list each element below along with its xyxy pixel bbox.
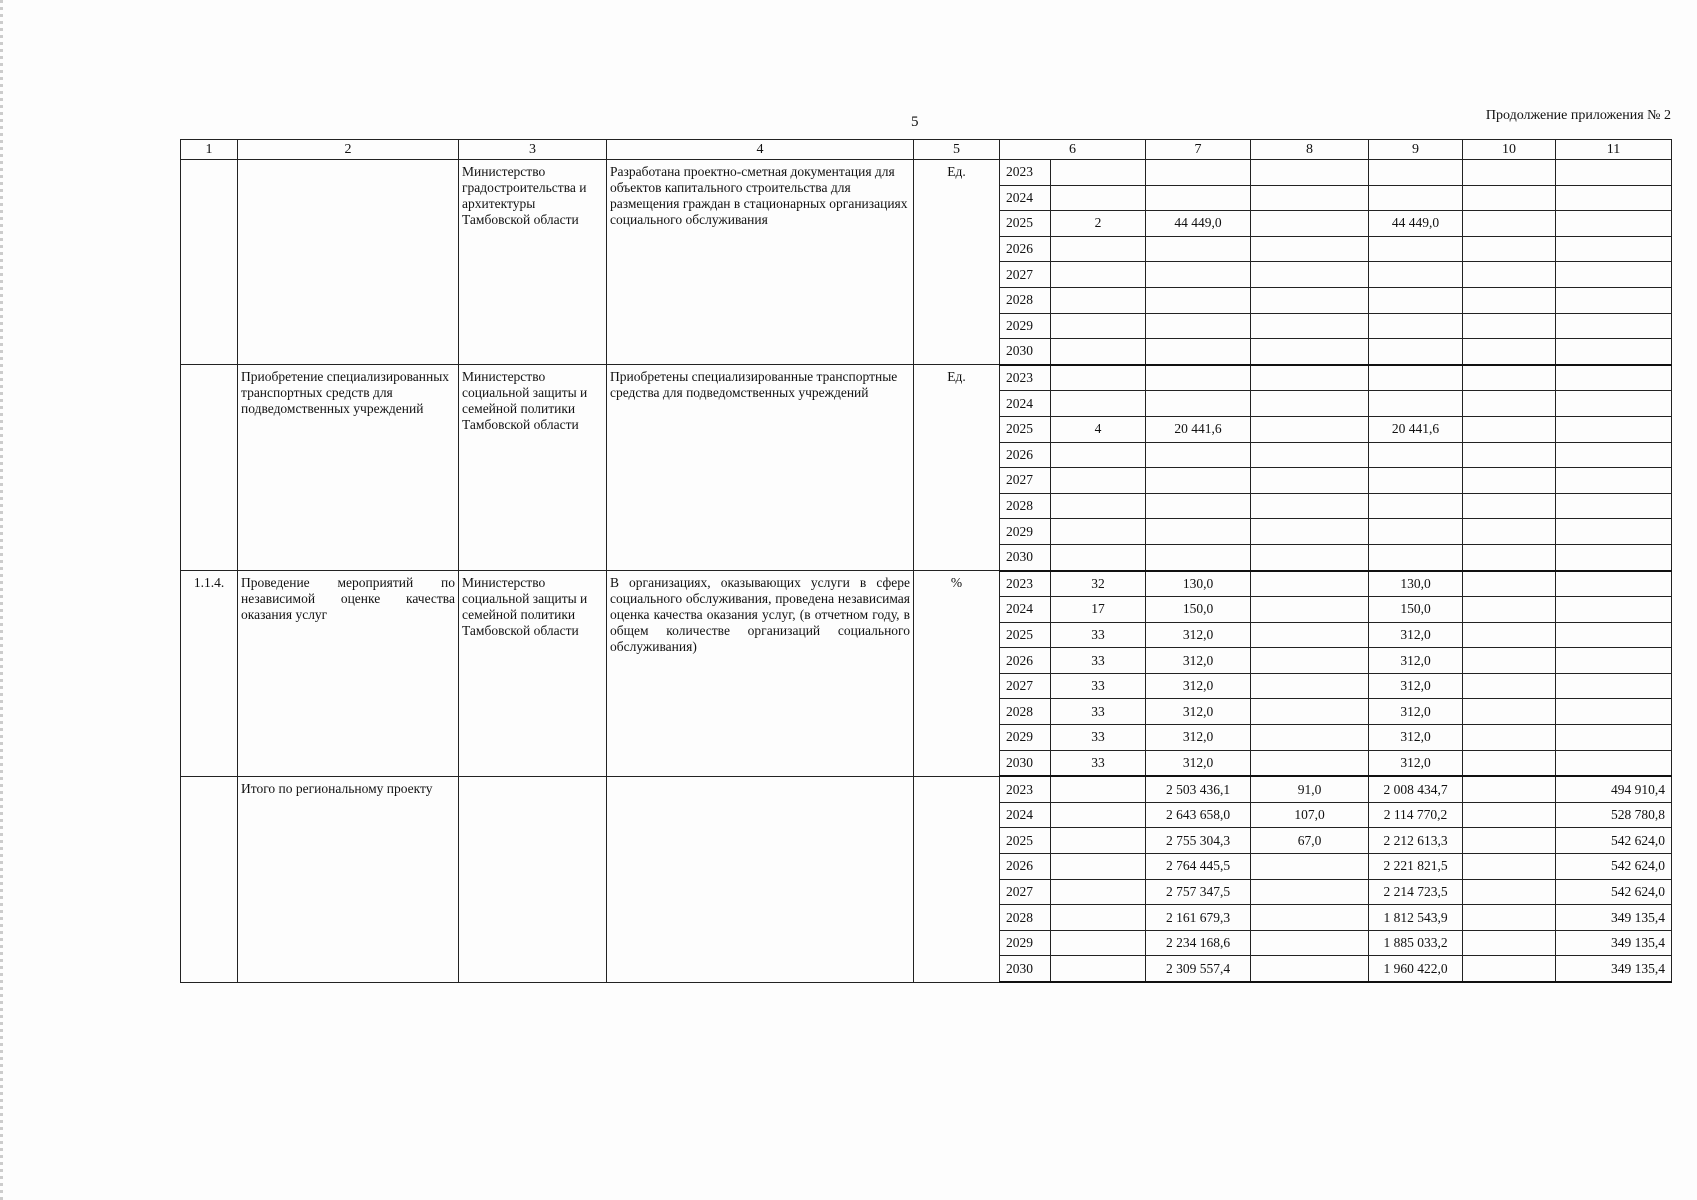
page-number: 5 [911, 114, 919, 130]
value-col-9: 312,0 [1369, 622, 1463, 648]
value-col-7 [1146, 365, 1251, 391]
value-col-9 [1369, 442, 1463, 468]
value-col-9: 150,0 [1369, 597, 1463, 623]
value-col-8 [1251, 879, 1369, 905]
value-col-8 [1251, 339, 1369, 365]
value-col-11: 542 624,0 [1556, 854, 1672, 880]
value-col-8 [1251, 416, 1369, 442]
value-col-10 [1463, 854, 1556, 880]
header-col-10: 10 [1463, 140, 1556, 160]
value-col-7 [1146, 468, 1251, 494]
value-col-7: 2 309 557,4 [1146, 956, 1251, 982]
value-col-10 [1463, 802, 1556, 828]
value-col-8 [1251, 391, 1369, 417]
value-col-9: 44 449,0 [1369, 211, 1463, 237]
appendix-table [180, 139, 1672, 983]
value-col-8 [1251, 236, 1369, 262]
value-col-6 [1051, 339, 1146, 365]
value-col-7 [1146, 339, 1251, 365]
value-col-8 [1251, 313, 1369, 339]
value-col-8 [1251, 699, 1369, 725]
value-col-7: 2 755 304,3 [1146, 828, 1251, 854]
year-cell: 2024 [1000, 391, 1051, 417]
value-col-9 [1369, 160, 1463, 186]
header-col-7: 7 [1146, 140, 1251, 160]
unit-of-measure [914, 776, 1000, 982]
value-col-6: 33 [1051, 673, 1146, 699]
value-col-8 [1251, 622, 1369, 648]
value-col-11 [1556, 160, 1672, 186]
value-col-7: 2 764 445,5 [1146, 854, 1251, 880]
value-col-11 [1556, 339, 1672, 365]
year-cell: 2025 [1000, 416, 1051, 442]
header-col-1: 1 [181, 140, 238, 160]
year-cell: 2027 [1000, 468, 1051, 494]
year-cell: 2025 [1000, 211, 1051, 237]
value-col-11 [1556, 648, 1672, 674]
value-col-6 [1051, 391, 1146, 417]
value-col-9: 2 212 613,3 [1369, 828, 1463, 854]
value-col-10 [1463, 365, 1556, 391]
value-col-11 [1556, 211, 1672, 237]
result-description: В организациях, оказывающих услуги в сфере социального обслуживания, проведена независимая оценка качества оказания услуг, (в отчетном году, в общем количестве организаций социального обслуживания) [607, 571, 914, 777]
header-col-5: 5 [914, 140, 1000, 160]
value-col-11: 349 135,4 [1556, 930, 1672, 956]
year-cell: 2023 [1000, 776, 1051, 802]
value-col-10 [1463, 236, 1556, 262]
value-col-6: 33 [1051, 699, 1146, 725]
value-col-6 [1051, 365, 1146, 391]
value-col-10 [1463, 442, 1556, 468]
value-col-10 [1463, 519, 1556, 545]
value-col-10 [1463, 930, 1556, 956]
value-col-9: 312,0 [1369, 725, 1463, 751]
value-col-11 [1556, 544, 1672, 570]
year-cell: 2025 [1000, 622, 1051, 648]
year-cell: 2024 [1000, 185, 1051, 211]
value-col-6 [1051, 956, 1146, 982]
header-row [181, 140, 1672, 160]
value-col-10 [1463, 160, 1556, 186]
value-col-11: 349 135,4 [1556, 956, 1672, 982]
value-col-9 [1369, 519, 1463, 545]
value-col-11 [1556, 313, 1672, 339]
year-cell: 2030 [1000, 544, 1051, 570]
header-col-2: 2 [238, 140, 459, 160]
year-cell: 2023 [1000, 365, 1051, 391]
year-cell: 2028 [1000, 905, 1051, 931]
header-col-8: 8 [1251, 140, 1369, 160]
value-col-6 [1051, 236, 1146, 262]
value-col-9: 2 114 770,2 [1369, 802, 1463, 828]
value-col-9 [1369, 468, 1463, 494]
header-col-6: 6 [1000, 140, 1146, 160]
value-col-7: 44 449,0 [1146, 211, 1251, 237]
value-col-6: 32 [1051, 571, 1146, 597]
value-col-10 [1463, 648, 1556, 674]
value-col-9: 312,0 [1369, 699, 1463, 725]
value-col-11 [1556, 365, 1672, 391]
value-col-6 [1051, 854, 1146, 880]
value-col-8 [1251, 930, 1369, 956]
value-col-10 [1463, 313, 1556, 339]
value-col-8 [1251, 442, 1369, 468]
value-col-6: 33 [1051, 622, 1146, 648]
value-col-9: 312,0 [1369, 648, 1463, 674]
header-col-4: 4 [607, 140, 914, 160]
value-col-8 [1251, 854, 1369, 880]
year-cell: 2024 [1000, 802, 1051, 828]
value-col-8 [1251, 468, 1369, 494]
year-cell: 2026 [1000, 854, 1051, 880]
continuation-label: Продолжение приложения № 2 [1485, 108, 1671, 123]
header-col-9: 9 [1369, 140, 1463, 160]
value-col-7: 312,0 [1146, 622, 1251, 648]
value-col-9: 312,0 [1369, 750, 1463, 776]
year-cell: 2027 [1000, 879, 1051, 905]
value-col-9 [1369, 365, 1463, 391]
value-col-10 [1463, 828, 1556, 854]
year-cell: 2028 [1000, 493, 1051, 519]
value-col-6: 33 [1051, 648, 1146, 674]
value-col-11 [1556, 468, 1672, 494]
value-col-9 [1369, 185, 1463, 211]
value-col-8 [1251, 493, 1369, 519]
measure-code [181, 160, 238, 365]
value-col-6 [1051, 442, 1146, 468]
value-col-9 [1369, 339, 1463, 365]
value-col-7 [1146, 313, 1251, 339]
value-col-6: 2 [1051, 211, 1146, 237]
measure-code [181, 776, 238, 982]
value-col-10 [1463, 493, 1556, 519]
value-col-9: 1 812 543,9 [1369, 905, 1463, 931]
year-cell: 2030 [1000, 339, 1051, 365]
value-col-8 [1251, 597, 1369, 623]
responsible-ministry: Министерство социальной защиты и семейной политики Тамбовской области [459, 365, 607, 571]
value-col-11 [1556, 416, 1672, 442]
value-col-11 [1556, 287, 1672, 313]
year-cell: 2025 [1000, 828, 1051, 854]
value-col-9 [1369, 262, 1463, 288]
value-col-8 [1251, 160, 1369, 186]
value-col-9 [1369, 391, 1463, 417]
value-col-7 [1146, 391, 1251, 417]
value-col-10 [1463, 776, 1556, 802]
year-cell: 2023 [1000, 571, 1051, 597]
value-col-10 [1463, 956, 1556, 982]
unit-of-measure: Ед. [914, 160, 1000, 365]
value-col-9: 1 885 033,2 [1369, 930, 1463, 956]
value-col-7 [1146, 262, 1251, 288]
value-col-10 [1463, 468, 1556, 494]
value-col-11 [1556, 571, 1672, 597]
value-col-7: 130,0 [1146, 571, 1251, 597]
value-col-6: 17 [1051, 597, 1146, 623]
value-col-11 [1556, 597, 1672, 623]
year-cell: 2026 [1000, 442, 1051, 468]
value-col-9: 1 960 422,0 [1369, 956, 1463, 982]
value-col-8: 67,0 [1251, 828, 1369, 854]
value-col-7: 312,0 [1146, 673, 1251, 699]
value-col-10 [1463, 262, 1556, 288]
table-row [181, 776, 1672, 802]
value-col-10 [1463, 339, 1556, 365]
measure-code [181, 365, 238, 571]
value-col-9: 2 008 434,7 [1369, 776, 1463, 802]
value-col-6: 33 [1051, 750, 1146, 776]
value-col-11: 542 624,0 [1556, 879, 1672, 905]
value-col-9: 2 214 723,5 [1369, 879, 1463, 905]
value-col-7 [1146, 185, 1251, 211]
value-col-8 [1251, 544, 1369, 570]
year-cell: 2029 [1000, 313, 1051, 339]
year-cell: 2027 [1000, 262, 1051, 288]
scan-edge [0, 0, 3, 1200]
value-col-11: 542 624,0 [1556, 828, 1672, 854]
value-col-10 [1463, 416, 1556, 442]
value-col-11 [1556, 725, 1672, 751]
year-cell: 2030 [1000, 750, 1051, 776]
value-col-7 [1146, 493, 1251, 519]
value-col-7: 312,0 [1146, 699, 1251, 725]
table-row [181, 365, 1672, 391]
value-col-11 [1556, 750, 1672, 776]
value-col-11: 494 910,4 [1556, 776, 1672, 802]
value-col-9 [1369, 493, 1463, 519]
value-col-7: 312,0 [1146, 725, 1251, 751]
unit-of-measure: Ед. [914, 365, 1000, 571]
value-col-11: 528 780,8 [1556, 802, 1672, 828]
year-cell: 2029 [1000, 725, 1051, 751]
value-col-8 [1251, 262, 1369, 288]
year-cell: 2023 [1000, 160, 1051, 186]
value-col-8: 107,0 [1251, 802, 1369, 828]
result-description: Разработана проектно-сметная документация для объектов капитального строительства для размещения граждан в стационарных организациях социального обслуживания [607, 160, 914, 365]
responsible-ministry [459, 776, 607, 982]
value-col-6 [1051, 313, 1146, 339]
measure-name: Проведение мероприятий по независимой оценке качества оказания услуг [238, 571, 459, 777]
value-col-7: 2 757 347,5 [1146, 879, 1251, 905]
value-col-11 [1556, 622, 1672, 648]
value-col-10 [1463, 673, 1556, 699]
value-col-6 [1051, 519, 1146, 545]
value-col-7: 2 503 436,1 [1146, 776, 1251, 802]
value-col-10 [1463, 185, 1556, 211]
value-col-7: 150,0 [1146, 597, 1251, 623]
value-col-7 [1146, 519, 1251, 545]
value-col-11 [1556, 519, 1672, 545]
value-col-9: 2 221 821,5 [1369, 854, 1463, 880]
value-col-6 [1051, 776, 1146, 802]
value-col-7 [1146, 287, 1251, 313]
value-col-8 [1251, 571, 1369, 597]
value-col-11 [1556, 185, 1672, 211]
value-col-8 [1251, 905, 1369, 931]
value-col-8 [1251, 750, 1369, 776]
value-col-9 [1369, 236, 1463, 262]
value-col-10 [1463, 287, 1556, 313]
value-col-11 [1556, 236, 1672, 262]
value-col-8 [1251, 185, 1369, 211]
value-col-6 [1051, 930, 1146, 956]
year-cell: 2028 [1000, 699, 1051, 725]
measure-name: Приобретение специализированных транспортных средств для подведомственных учреждений [238, 365, 459, 571]
year-cell: 2026 [1000, 648, 1051, 674]
value-col-10 [1463, 571, 1556, 597]
value-col-10 [1463, 597, 1556, 623]
value-col-7: 312,0 [1146, 750, 1251, 776]
value-col-6 [1051, 262, 1146, 288]
value-col-10 [1463, 750, 1556, 776]
value-col-10 [1463, 211, 1556, 237]
responsible-ministry: Министерство градостроительства и архитектуры Тамбовской области [459, 160, 607, 365]
table-row [181, 571, 1672, 597]
value-col-8 [1251, 725, 1369, 751]
value-col-11 [1556, 493, 1672, 519]
value-col-10 [1463, 391, 1556, 417]
value-col-6 [1051, 802, 1146, 828]
measure-name [238, 160, 459, 365]
value-col-7 [1146, 544, 1251, 570]
value-col-11: 349 135,4 [1556, 905, 1672, 931]
value-col-8 [1251, 648, 1369, 674]
value-col-11 [1556, 442, 1672, 468]
year-cell: 2029 [1000, 519, 1051, 545]
value-col-10 [1463, 879, 1556, 905]
value-col-9 [1369, 544, 1463, 570]
value-col-7 [1146, 442, 1251, 468]
value-col-9: 20 441,6 [1369, 416, 1463, 442]
value-col-10 [1463, 544, 1556, 570]
value-col-7: 20 441,6 [1146, 416, 1251, 442]
value-col-11 [1556, 391, 1672, 417]
value-col-7 [1146, 160, 1251, 186]
value-col-7: 2 643 658,0 [1146, 802, 1251, 828]
value-col-10 [1463, 622, 1556, 648]
value-col-6: 4 [1051, 416, 1146, 442]
unit-of-measure: % [914, 571, 1000, 777]
value-col-7: 2 234 168,6 [1146, 930, 1251, 956]
value-col-6: 33 [1051, 725, 1146, 751]
value-col-11 [1556, 262, 1672, 288]
value-col-6 [1051, 468, 1146, 494]
year-cell: 2030 [1000, 956, 1051, 982]
value-col-6 [1051, 828, 1146, 854]
responsible-ministry: Министерство социальной защиты и семейной политики Тамбовской области [459, 571, 607, 777]
value-col-9: 130,0 [1369, 571, 1463, 597]
value-col-8 [1251, 673, 1369, 699]
table-row [181, 160, 1672, 186]
value-col-6 [1051, 185, 1146, 211]
header-col-11: 11 [1556, 140, 1672, 160]
value-col-6 [1051, 905, 1146, 931]
year-cell: 2029 [1000, 930, 1051, 956]
value-col-7 [1146, 236, 1251, 262]
value-col-8 [1251, 287, 1369, 313]
value-col-6 [1051, 287, 1146, 313]
value-col-10 [1463, 725, 1556, 751]
value-col-8 [1251, 956, 1369, 982]
header-col-3: 3 [459, 140, 607, 160]
result-description: Приобретены специализированные транспортные средства для подведомственных учреждений [607, 365, 914, 571]
value-col-9 [1369, 313, 1463, 339]
value-col-11 [1556, 699, 1672, 725]
measure-name: Итого по региональному проекту [238, 776, 459, 982]
year-cell: 2024 [1000, 597, 1051, 623]
value-col-6 [1051, 544, 1146, 570]
value-col-6 [1051, 493, 1146, 519]
value-col-6 [1051, 879, 1146, 905]
value-col-8 [1251, 519, 1369, 545]
value-col-10 [1463, 699, 1556, 725]
result-description [607, 776, 914, 982]
value-col-11 [1556, 673, 1672, 699]
measure-code: 1.1.4. [181, 571, 238, 777]
value-col-6 [1051, 160, 1146, 186]
value-col-7: 312,0 [1146, 648, 1251, 674]
value-col-8: 91,0 [1251, 776, 1369, 802]
value-col-7: 2 161 679,3 [1146, 905, 1251, 931]
value-col-9 [1369, 287, 1463, 313]
value-col-8 [1251, 211, 1369, 237]
year-cell: 2026 [1000, 236, 1051, 262]
year-cell: 2027 [1000, 673, 1051, 699]
value-col-9: 312,0 [1369, 673, 1463, 699]
year-cell: 2028 [1000, 287, 1051, 313]
value-col-10 [1463, 905, 1556, 931]
value-col-8 [1251, 365, 1369, 391]
